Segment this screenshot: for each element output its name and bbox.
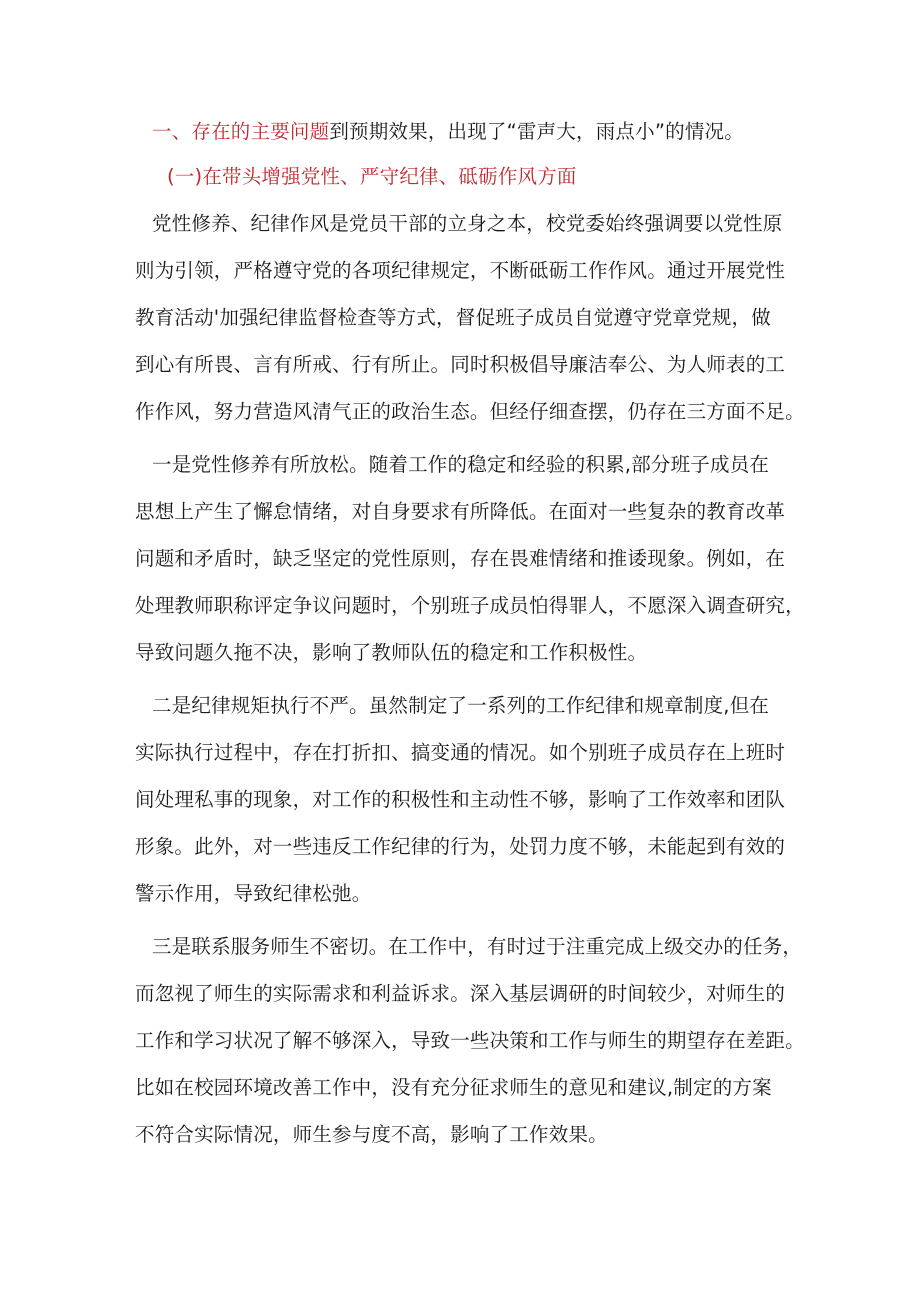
paragraph-line: 工作和学习状况了解不够深入，导致一些决策和工作与师生的期望存在差距。: [135, 1029, 805, 1052]
paragraph-line: 不符合实际情况，师生参与度不高，影响了工作效果。: [135, 1123, 608, 1146]
section-heading-rest: 到预期效果，出现了“雷声大，雨点小”的情况。: [329, 120, 744, 143]
section-heading: [135, 108, 798, 155]
paragraph-line: 而忽视了师生的实际需求和利益诉求。深入基层调研的时间较少，对师生的: [135, 982, 786, 1005]
paragraph-line: 问题和矛盾时，缺乏坚定的党性原则，存在畏难情绪和推诿现象。例如，在: [135, 547, 786, 570]
subsection-heading: (一)在带头增强党性、严守纪律、砥砺作风方面: [167, 165, 577, 188]
paragraph-line: 比如在校园环境改善工作中，没有充分征求师生的意见和建议,制定的方案: [135, 1076, 772, 1099]
paragraph-line: 一是党性修养有所放松。随着工作的稳定和经验的积累,部分班子成员在: [152, 453, 770, 476]
paragraph-line: 则为引领，严格遵守党的各项纪律规定，不断砥砺工作作风。通过开展党性: [135, 259, 786, 282]
paragraph-point-one: [135, 441, 805, 676]
section-heading-title: 一、存在的主要问题: [152, 120, 330, 143]
paragraph-line: 思想上产生了懈怠情绪，对自身要求有所降低。在面对一些复杂的教育改革: [135, 500, 786, 523]
paragraph-line: 实际执行过程中，存在打折扣、搞变通的情况。如个别班子成员存在上班时: [135, 741, 786, 764]
paragraph-line: 三是联系服务师生不密切。在工作中，有时过于注重完成上级交办的任务，: [152, 935, 803, 958]
paragraph-point-three: [135, 923, 805, 1158]
paragraph-line: 教育活动'加强纪律监督检查等方式，督促班子成员自觉遵守党章党规，做: [135, 306, 771, 329]
paragraph-intro: [135, 200, 805, 435]
paragraph-line: 间处理私事的现象，对工作的积极性和主动性不够，影响了工作效率和团队: [135, 788, 786, 811]
paragraph-line: 二是纪律规矩执行不严。虽然制定了一系列的工作纪律和规章制度,但在: [152, 694, 770, 717]
paragraph-line: 党性修养、纪律作风是党员干部的立身之本，校党委始终强调要以党性原: [152, 212, 783, 235]
paragraph-line: 形象。此外，对一些违反工作纪律的行为，处罚力度不够，未能起到有效的: [135, 835, 786, 858]
paragraph-line: 处理教师职称评定争议问题时，个别班子成员怕得罪人，不愿深入调查研究，: [135, 594, 805, 617]
paragraph-line: 警示作用，导致纪律松弛。: [135, 882, 372, 905]
paragraph-line: 作作风，努力营造风清气正的政治生态。但经仔细查摆，仍存在三方面不足。: [135, 400, 805, 423]
paragraph-point-two: [135, 682, 798, 917]
paragraph-line: 导致问题久拖不决，影响了教师队伍的稳定和工作积极性。: [135, 641, 648, 664]
paragraph-line: 到心有所畏、言有所戒、行有所止。同时积极倡导廉洁奉公、为人师表的工: [135, 353, 786, 376]
